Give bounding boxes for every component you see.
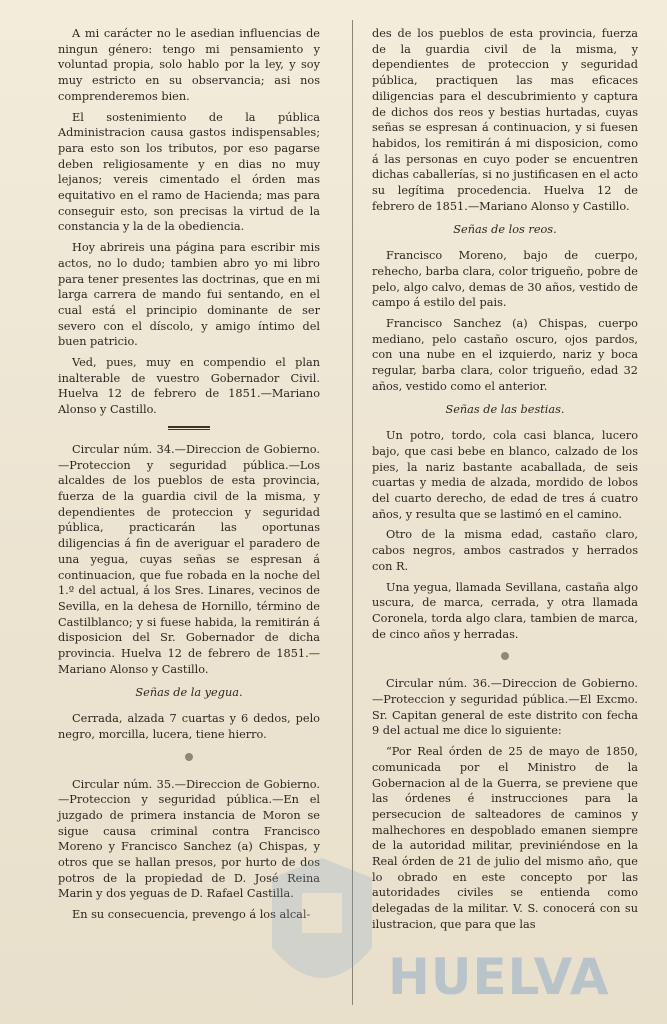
right-column <box>372 26 638 938</box>
paragraph: Un potro, tordo, cola casi blanca, lucero bajo, que casi bebe en blanco, calzado de los pies, la nariz bastante acaballada, de seis cuartas y media de alzada, mordido de lobos del cuarto derecho, de edad de tres á cuatro años, y resulta que se lastimó en el camino. <box>372 429 638 521</box>
section-heading: Señas de las bestias. <box>445 403 565 417</box>
section-heading: Señas de la yegua. <box>135 686 243 700</box>
watermark-text: HUELVA <box>388 948 610 1006</box>
paragraph: Circular núm. 34.—Direccion de Gobierno.—Proteccion y seguridad pública.—Los alcaldes de los pueblos de esta provincia, fuerza de la guardia civil de la misma, y dependientes de proteccion y seguridad pública, practicarán las oportunas diligencias á fin de averiguar el paradero de una yegua, cuyas señas se espresan á continuacion, que fue robada en la noche del 1.º del actual, á los Sres. Linares, vecinos de Sevilla, en la dehesa de Hornillo, término de Castilblanco; y si fuese habida, la remitirán á disposicion del Sr. Gobernador de dicha provincia. Huelva 12 de febrero de 1851.—Mariano Alonso y Castillo. <box>58 442 320 676</box>
paragraph: “Por Real órden de 25 de mayo de 1850, comunicada por el Ministro de la Gobernacion al de la Guerra, se previene que las órdenes é instrucciones para la persecucion de salteadores de caminos y malhechores en despoblado emanen siempre de la autoridad militar, previniéndose en la Real órden de 21 de julio del mismo año, que lo obrado en este concepto por las autoridades civiles se entienda como delegadas de la militar. V. S. conocerá con su ilustracion, que para que las <box>372 745 638 931</box>
paragraph: Otro de la misma edad, castaño claro, cabos negros, ambos castrados y herrados con R. <box>372 528 638 573</box>
paragraph: Ved, pues, muy en compendio el plan inalterable de vuestro Gobernador Civil. Huelva 12 de febrero de 1851.—Mariano Alonso y Castillo. <box>58 356 320 417</box>
paragraph: Circular núm. 35.—Direccion de Gobierno.—Proteccion y seguridad pública.—En el juzgado de primera instancia de Moron se sigue causa criminal contra Francisco Moreno y Francisco Sanchez (a) Chispas, y otros que se hallan presos, por hurto de dos potros de la propiedad de D. José Reina Marin y dos yeguas de D. Rafael Castilla. <box>58 777 320 901</box>
paragraph: des de los pueblos de esta provincia, fuerza de la guardia civil de la misma, y dependientes de proteccion y seguridad pública, practiquen las mas eficaces diligencias para el descubrimiento y captura de dichos dos reos y bestias hurtadas, cuyas señas se espresan á continuacion, y si fuesen habidos, los remitirán á mi disposicion, como á las personas en cuyo poder se encuentren dichas caballerías, si no justificasen en el acto su legítima procedencia. Huelva 12 de febrero de 1851.—Mariano Alonso y Castillo. <box>372 27 638 213</box>
section-ornament <box>501 652 509 660</box>
paragraph: Una yegua, llamada Sevillana, castaña algo uscura, de marca, cerrada, y otra llamada Coronela, torda algo clara, tambien de marca, de cinco años y herradas. <box>372 580 638 641</box>
section-ornament <box>185 753 193 761</box>
paragraph: A mi carácter no le asedian influencias de ningun género: tengo mi pensamiento y voluntad propia, solo hablo por la ley, y soy muy estricto en su observancia; asi nos comprenderemos bien. <box>58 27 320 103</box>
paragraph: En su consecuencia, prevengo á los alcal- <box>72 908 311 922</box>
paragraph: El sostenimiento de la pública Administracion causa gastos indispensables; para esto son los tributos, por eso pagarse deben religiosamente y en dias no muy lejanos; vereis cimentado el órden mas equitativo en el ramo de Hacienda; mas para conseguir esto, son precisas la virtud de la constancia y la de la obediencia. <box>58 110 320 234</box>
section-heading: Señas de los reos. <box>453 223 557 237</box>
paragraph: Hoy abrireis una página para escribir mis actos, no lo dudo; tambien abro yo mi libro para tener presentes las doctrinas, que en mi larga carrera de mando fui sentando, en el cual está el principio dominante de ser severo con el díscolo, y amigo íntimo del buen patricio. <box>58 241 320 349</box>
paragraph: Francisco Sanchez (a) Chispas, cuerpo mediano, pelo castaño oscuro, ojos pardos, con una nube en el izquierdo, nariz y boca regular, barba clara, color trigueño, edad 32 años, vestido como el anterior. <box>372 316 638 393</box>
paragraph: Francisco Moreno, bajo de cuerpo, rehecho, barba clara, color trigueño, pobre de pelo, algo calvo, demas de 30 años, vestido de campo á estilo del pais. <box>372 249 638 310</box>
section-rule <box>168 426 210 430</box>
paragraph: Circular núm. 36.—Direccion de Gobierno.—Proteccion y seguridad pública.—El Excmo. Sr. Capitan general de este distrito con fecha 9 del actual me dice lo siguiente: <box>372 677 638 738</box>
paragraph: Cerrada, alzada 7 cuartas y 6 dedos, pelo negro, morcilla, lucera, tiene hierro. <box>58 712 320 741</box>
left-column <box>58 26 320 928</box>
